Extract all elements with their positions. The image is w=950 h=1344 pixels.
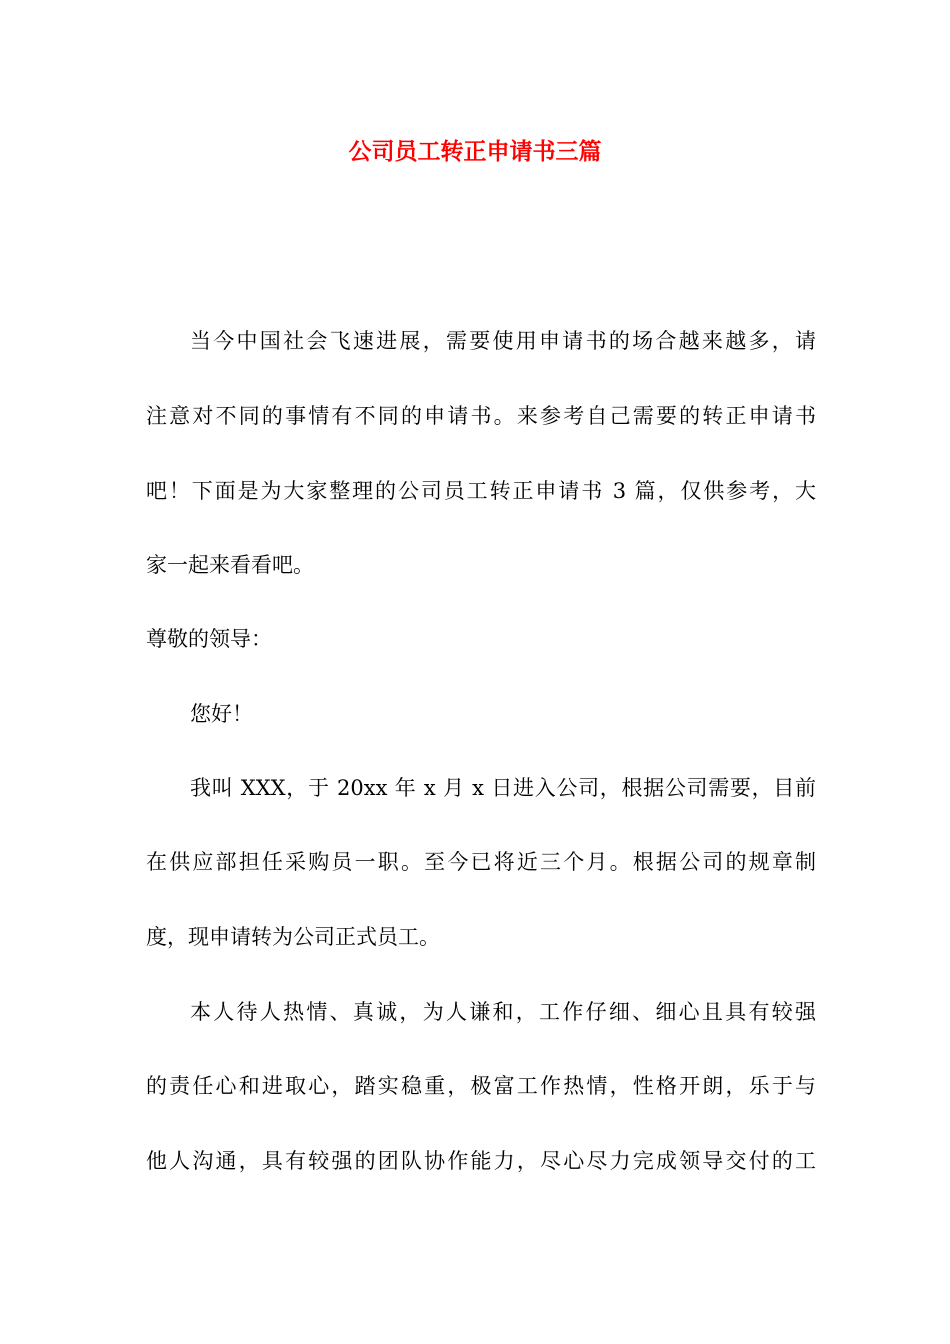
paragraph-self-intro-line-2: 在供应部担任采购员一职。至今已将近三个月。根据公司的规章制 bbox=[146, 850, 816, 874]
paragraph-character-line-3: 他人沟通，具有较强的团队协作能力，尽心尽力完成领导交付的工 bbox=[146, 1149, 816, 1173]
paragraph-intro-line-2: 注意对不同的事情有不同的申请书。来参考自己需要的转正申请书 bbox=[146, 404, 816, 428]
paragraph-character-line-2: 的责任心和进取心，踏实稳重，极富工作热情，性格开朗，乐于与 bbox=[146, 1074, 816, 1098]
salutation: 尊敬的领导： bbox=[146, 627, 272, 651]
greeting: 您好！ bbox=[190, 702, 253, 726]
paragraph-intro-line-1: 当今中国社会飞速进展，需要使用申请书的场合越来越多，请 bbox=[190, 329, 816, 353]
paragraph-self-intro-line-3: 度，现申请转为公司正式员工。 bbox=[146, 925, 440, 949]
paragraph-intro-line-3: 吧！下面是为大家整理的公司员工转正申请书 3 篇，仅供参考，大 bbox=[146, 479, 816, 503]
document-title: 公司员工转正申请书三篇 bbox=[348, 139, 602, 165]
paragraph-character-line-1: 本人待人热情、真诚，为人谦和，工作仔细、细心且具有较强 bbox=[190, 1000, 816, 1024]
paragraph-self-intro-line-1: 我叫 XXX，于 20xx 年 x 月 x 日进入公司，根据公司需要，目前 bbox=[190, 776, 816, 800]
paragraph-intro-line-4: 家一起来看看吧。 bbox=[146, 553, 314, 577]
